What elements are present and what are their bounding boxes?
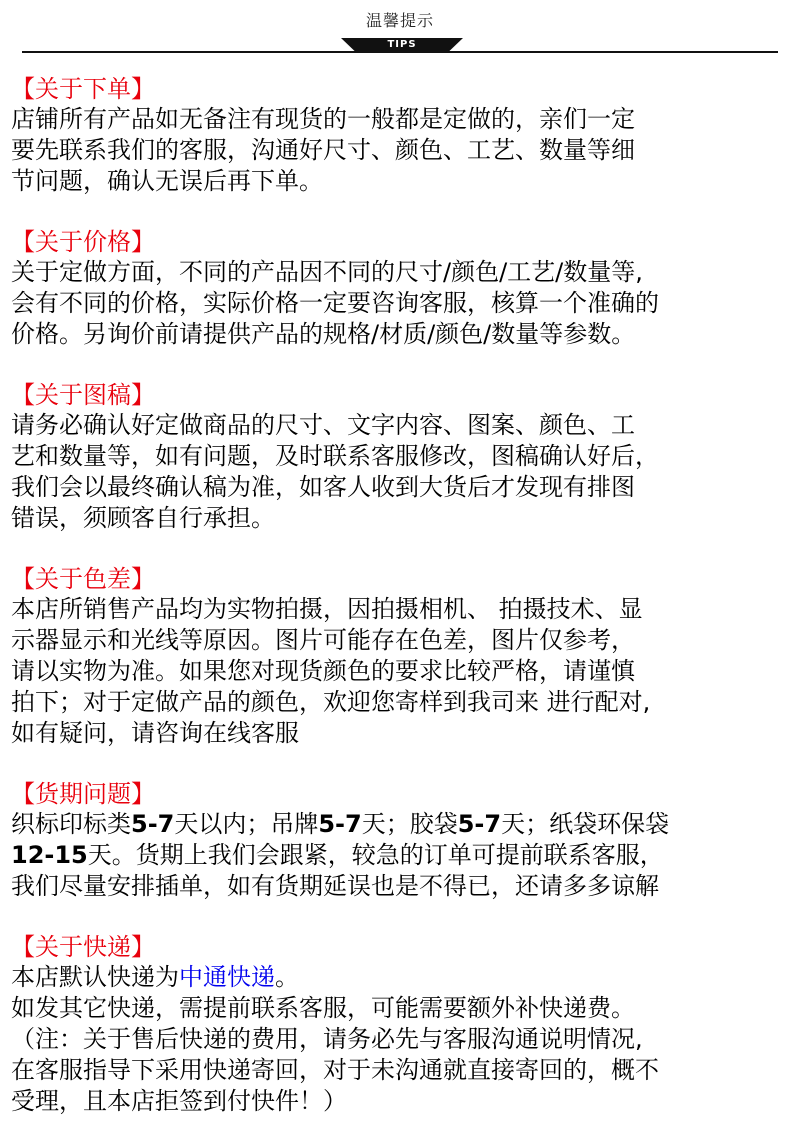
- text-line: 价格。另询价前请提供产品的规格/材质/颜色/数量等参数。: [11, 320, 636, 348]
- section-pricing: [11, 227, 796, 350]
- text-line: 示器显示和光线等原因。图片可能存在色差，图片仅参考，: [11, 626, 635, 654]
- text-line: 错误，须顾客自行承担。: [11, 504, 275, 532]
- header-title: 温馨提示: [365, 11, 434, 30]
- text-line: 本店所销售产品均为实物拍摄，因拍摄相机、 拍摄技术、显: [11, 595, 643, 623]
- section-title: 【关于色差】: [11, 565, 155, 593]
- text-line: 请务必确认好定做商品的尺寸、文字内容、图案、颜色、工: [11, 411, 635, 439]
- section-title: 【关于下单】: [11, 75, 155, 103]
- lead-time-value: 5-7: [131, 810, 175, 838]
- text-segment: 。: [275, 963, 299, 991]
- text-line: 受理，且本店拒签到付快件！）: [11, 1087, 347, 1115]
- text-line: 节问题，确认无误后再下单。: [11, 167, 323, 195]
- section-delivery-time: [11, 779, 796, 902]
- tips-tab-label: TIPS: [387, 39, 417, 50]
- text-segment: 天；纸袋环保袋: [501, 810, 670, 838]
- text-line: （注：关于售后快递的费用，请务必先与客服沟通说明情况,: [11, 1025, 643, 1053]
- section-shipping: [11, 932, 796, 1117]
- text-line: 请以实物为准。如果您对现货颜色的要求比较严格，请谨慎: [11, 657, 635, 685]
- text-segment: 天；胶袋: [361, 810, 458, 838]
- text-line: 如发其它快递，需提前联系客服，可能需要额外补快递费。: [11, 994, 635, 1022]
- text-line: 店铺所有产品如无备注有现货的一般都是定做的，亲们一定: [11, 105, 635, 133]
- text-line: [11, 809, 796, 840]
- section-title: 【关于价格】: [11, 228, 155, 256]
- header: [0, 0, 800, 60]
- section-title: 【关于图稿】: [11, 381, 155, 409]
- tips-content: [11, 74, 796, 1147]
- text-line: 拍下；对于定做产品的颜色，欢迎您寄样到我司来 进行配对,: [11, 688, 651, 716]
- section-title: 【货期问题】: [11, 780, 155, 808]
- section-color-difference: [11, 564, 796, 749]
- text-line: 在客服指导下采用快递寄回，对于未沟通就直接寄回的，概不: [11, 1056, 659, 1084]
- section-artwork: [11, 380, 796, 534]
- text-line: 艺和数量等，如有问题，及时联系客服修改，图稿确认好后，: [11, 442, 659, 470]
- text-line: 我们尽量安排插单，如有货期延误也是不得已，还请多多谅解: [11, 872, 659, 900]
- text-line: 要先联系我们的客服，沟通好尺寸、颜色、工艺、数量等细: [11, 136, 635, 164]
- text-line: 我们会以最终确认稿为准，如客人收到大货后才发现有排图: [11, 473, 635, 501]
- text-line: [11, 962, 796, 993]
- lead-time-value: 5-7: [318, 810, 362, 838]
- section-title: 【关于快递】: [11, 933, 155, 961]
- text-segment: 织标印标类: [11, 810, 131, 838]
- section-ordering: [11, 74, 796, 197]
- lead-time-value: 12-15: [11, 841, 88, 869]
- courier-link[interactable]: 中通快递: [179, 963, 275, 991]
- text-line: 如有疑问，请咨询在线客服: [11, 719, 299, 747]
- text-segment: 天。货期上我们会跟紧，较急的订单可提前联系客服，: [87, 841, 664, 869]
- lead-time-value: 5-7: [457, 810, 502, 838]
- text-segment: 本店默认快递为: [11, 963, 179, 991]
- text-line: 会有不同的价格，实际价格一定要咨询客服，核算一个准确的: [11, 289, 659, 317]
- text-line: [11, 840, 796, 871]
- text-segment: 天以内；吊牌: [174, 810, 319, 838]
- text-line: 关于定做方面，不同的产品因不同的尺寸/颜色/工艺/数量等,: [11, 258, 643, 286]
